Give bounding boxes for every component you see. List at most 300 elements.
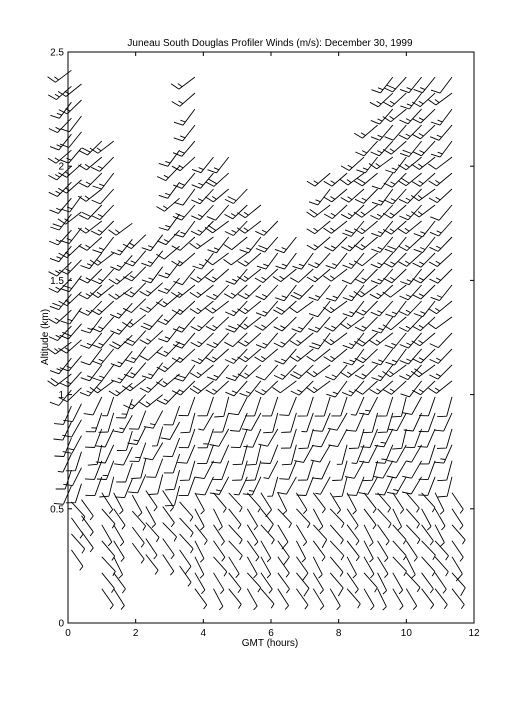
wind-barb — [172, 381, 195, 395]
wind-barb — [79, 269, 102, 283]
wind-barb — [399, 301, 421, 316]
wind-barb — [411, 365, 435, 377]
wind-barb — [224, 253, 248, 265]
wind-barb — [117, 431, 132, 450]
wind-barb — [279, 461, 296, 480]
wind-barb — [141, 315, 163, 330]
wind-barb — [173, 173, 195, 188]
wind-barb — [102, 541, 115, 561]
wind-barb — [225, 301, 247, 316]
wind-barb — [171, 77, 195, 89]
wind-barb — [323, 301, 347, 313]
wind-barb — [437, 429, 452, 449]
wind-barb — [434, 413, 452, 431]
wind-barb — [429, 381, 453, 394]
wind-barb — [385, 125, 407, 140]
wind-barb — [354, 173, 377, 186]
wind-barb — [359, 397, 378, 415]
wind-barb — [114, 573, 126, 593]
wind-barb — [309, 333, 330, 349]
wind-barb — [399, 237, 422, 251]
wind-barb — [393, 541, 406, 560]
wind-barb — [174, 269, 195, 285]
wind-barb — [56, 470, 72, 489]
wind-barb — [193, 253, 214, 269]
wind-barb — [207, 205, 229, 220]
wind-barb — [164, 406, 180, 425]
wind-barb — [355, 317, 378, 331]
wind-barb — [412, 381, 435, 395]
wind-barb — [205, 269, 228, 282]
wind-barb — [173, 317, 195, 332]
wind-barb — [275, 349, 297, 364]
wind-barb — [307, 221, 331, 234]
wind-barb — [414, 221, 435, 237]
wind-barb — [144, 411, 163, 429]
wind-barb — [102, 509, 115, 529]
wind-barb — [343, 285, 364, 301]
wind-barb — [430, 205, 452, 220]
wind-barb — [84, 397, 102, 415]
wind-barb — [208, 157, 229, 173]
wind-barb — [413, 141, 435, 156]
wind-barb — [399, 253, 422, 266]
wind-barb — [247, 573, 260, 592]
wind-barb — [207, 333, 229, 348]
x-tick-label: 2 — [132, 628, 139, 639]
wind-barb — [414, 301, 435, 317]
wind-barb — [114, 541, 125, 562]
wind-barb — [428, 317, 452, 329]
wind-barb — [246, 461, 261, 481]
wind-barb — [355, 269, 378, 283]
wind-barb — [102, 557, 116, 576]
wind-barb — [341, 365, 365, 378]
wind-barb — [354, 285, 378, 297]
y-tick-label: 1.5 — [50, 275, 64, 287]
wind-barb — [355, 349, 378, 363]
wind-barb — [191, 349, 213, 364]
wind-barb — [156, 374, 179, 387]
wind-barb — [226, 269, 248, 284]
wind-barb — [406, 493, 419, 513]
wind-barb — [122, 315, 146, 328]
wind-barb — [212, 461, 228, 480]
wind-barb — [341, 157, 364, 170]
wind-barb — [406, 509, 419, 529]
wind-barb — [400, 77, 422, 93]
wind-barb — [224, 285, 247, 298]
wind-barb — [214, 557, 227, 576]
wind-barb — [60, 324, 82, 339]
wind-barb — [114, 447, 132, 465]
wind-barb — [140, 283, 163, 296]
wind-barb — [247, 589, 257, 610]
wind-barb — [240, 237, 261, 253]
wind-barb — [130, 443, 146, 462]
wind-barb — [354, 221, 378, 234]
wind-barb — [229, 397, 247, 415]
wind-barb — [298, 397, 314, 416]
wind-barb — [123, 299, 146, 313]
wind-barb — [124, 363, 146, 378]
wind-barb — [140, 331, 163, 345]
y-axis-label: Altitude (km) — [40, 308, 51, 366]
wind-barb — [146, 491, 157, 512]
wind-barbs — [48, 70, 466, 610]
wind-barb — [355, 365, 378, 379]
wind-barb — [347, 589, 360, 609]
wind-barb — [116, 463, 132, 482]
wind-barb — [278, 525, 288, 549]
wind-barb — [158, 278, 180, 293]
y-tick-label: 2 — [58, 161, 64, 173]
wind-barb — [163, 539, 175, 559]
wind-barb — [296, 557, 308, 581]
wind-barb — [78, 157, 101, 170]
wind-barb — [163, 523, 177, 542]
wind-barb — [378, 493, 391, 513]
x-tick-label: 0 — [65, 628, 71, 639]
wind-barb — [255, 381, 278, 395]
wind-barb — [229, 493, 243, 512]
wind-barb — [206, 381, 229, 395]
wind-barb — [347, 413, 364, 431]
wind-barb — [238, 333, 261, 346]
wind-barb — [323, 333, 347, 345]
wind-barb — [422, 589, 434, 609]
wind-barb — [78, 189, 102, 201]
wind-barb — [296, 525, 306, 546]
wind-barb — [247, 445, 261, 465]
wind-barb — [180, 461, 195, 481]
wind-barb — [349, 429, 364, 449]
wind-barb — [114, 509, 125, 530]
wind-barb — [398, 221, 422, 234]
wind-barb — [393, 557, 407, 576]
wind-barb — [294, 445, 313, 463]
wind-barb — [60, 356, 82, 371]
wind-barb — [179, 429, 195, 448]
wind-barb — [179, 397, 195, 416]
wind-barb — [213, 413, 229, 432]
wind-barb — [143, 443, 162, 460]
wind-barb — [354, 253, 378, 266]
wind-barb — [387, 477, 406, 494]
wind-barb — [431, 77, 452, 93]
wind-barb — [146, 459, 163, 478]
wind-barb — [422, 493, 435, 512]
wind-barb — [371, 301, 393, 316]
wind-barb — [386, 349, 407, 365]
wind-barb — [278, 509, 292, 528]
wind-barb — [226, 317, 248, 332]
wind-barb — [429, 253, 452, 267]
wind-barb — [313, 493, 325, 513]
wind-barb — [326, 253, 347, 269]
wind-barb — [370, 93, 393, 107]
wind-barb — [234, 477, 248, 495]
wind-barb — [142, 363, 163, 379]
wind-barb — [195, 589, 207, 609]
wind-barb — [229, 525, 243, 544]
wind-barb — [326, 381, 347, 397]
wind-barb — [398, 173, 422, 186]
wind-barb — [141, 251, 162, 267]
wind-barb — [142, 235, 163, 251]
wind-barb — [411, 205, 435, 217]
wind-barb — [298, 461, 313, 480]
wind-barb — [158, 326, 179, 342]
wind-barb — [171, 285, 195, 298]
wind-barb — [384, 253, 407, 267]
wind-barb — [431, 109, 452, 125]
wind-barb — [257, 253, 278, 269]
wind-barb — [79, 205, 102, 219]
wind-barb — [293, 253, 314, 269]
wind-barb — [452, 573, 465, 596]
wind-barb — [393, 493, 404, 514]
wind-barb — [452, 589, 464, 609]
chart-title: Juneau South Douglas Profiler Winds (m/s): December 30, 1999 — [127, 38, 413, 49]
wind-barb — [347, 525, 359, 545]
wind-barb — [123, 283, 146, 297]
wind-barb — [364, 493, 376, 513]
x-tick-label: 4 — [200, 628, 207, 639]
wind-barb — [90, 141, 114, 153]
wind-barb — [93, 173, 114, 189]
x-tick-label: 6 — [268, 628, 274, 639]
wind-barb — [393, 509, 402, 531]
wind-barb — [81, 365, 102, 381]
wind-barb — [412, 125, 435, 139]
x-tick-label: 10 — [400, 628, 412, 639]
wind-barb — [387, 461, 407, 478]
wind-barb — [261, 589, 274, 609]
wind-barb — [125, 347, 146, 363]
wind-barb — [290, 333, 314, 346]
wind-barb — [238, 365, 261, 379]
wind-barb — [306, 365, 330, 377]
x-tick-label: 8 — [335, 628, 342, 639]
wind-barb — [180, 518, 194, 537]
wind-barb — [211, 445, 229, 463]
wind-barb — [59, 100, 82, 114]
wind-barb — [278, 573, 290, 593]
wind-barb — [91, 157, 114, 171]
wind-barb — [206, 349, 229, 362]
wind-barb — [406, 525, 420, 544]
wind-barb — [422, 541, 436, 560]
wind-barb — [351, 397, 364, 415]
wind-barb — [81, 317, 102, 333]
wind-barb — [376, 445, 393, 464]
x-tick-label: 12 — [468, 628, 480, 639]
wind-barb — [383, 221, 406, 234]
wind-barb — [274, 365, 296, 380]
wind-barb — [229, 589, 242, 609]
wind-barb — [191, 333, 214, 347]
wind-barb — [79, 301, 101, 315]
wind-barb — [78, 221, 102, 233]
wind-barb — [290, 349, 314, 362]
wind-barb — [163, 438, 180, 457]
wind-barb — [60, 372, 82, 387]
wind-barb — [132, 527, 144, 547]
wind-barb — [406, 589, 416, 610]
wind-barb — [198, 397, 214, 416]
wind-barb — [274, 333, 297, 347]
wind-barb — [172, 157, 195, 171]
wind-barb — [110, 255, 132, 270]
wind-barb — [352, 445, 365, 464]
wind-barb — [261, 509, 274, 533]
wind-barb — [313, 525, 326, 548]
wind-barb — [191, 221, 214, 235]
wind-barb — [85, 461, 102, 480]
wind-barb — [59, 292, 82, 306]
wind-barb — [123, 395, 145, 409]
wind-barb — [385, 237, 407, 253]
wind-barb — [383, 381, 406, 394]
wind-barb — [180, 502, 193, 522]
wind-barb — [309, 301, 330, 317]
wind-barb — [413, 253, 436, 267]
wind-barb — [190, 301, 214, 314]
wind-barb — [279, 397, 296, 416]
y-tick-label: 1 — [58, 390, 64, 402]
wind-barb — [326, 285, 347, 301]
wind-barb — [296, 573, 309, 597]
wind-barb — [214, 493, 227, 513]
wind-barb — [214, 397, 228, 417]
wind-barb — [156, 198, 179, 211]
wind-barb — [247, 541, 259, 561]
wind-barb — [307, 349, 331, 362]
wind-barb — [63, 436, 82, 454]
wind-barb — [247, 493, 260, 512]
wind-barb — [205, 301, 229, 313]
x-axis-label: GMT (hours) — [241, 638, 299, 649]
wind-barb — [92, 317, 114, 332]
wind-barb — [452, 541, 463, 562]
wind-barb — [383, 365, 407, 377]
wind-barb — [347, 477, 364, 496]
wind-barb — [383, 109, 407, 122]
wind-barb — [278, 493, 287, 515]
wind-barb — [330, 509, 344, 528]
wind-barb — [399, 205, 421, 220]
wind-barb — [331, 397, 347, 416]
wind-barb — [190, 285, 214, 298]
wind-barb — [355, 189, 378, 203]
wind-barb — [172, 253, 195, 266]
wind-barb — [347, 541, 359, 561]
wind-barb — [375, 429, 393, 447]
wind-barb — [146, 555, 158, 575]
wind-barb — [363, 461, 378, 481]
wind-barb — [174, 125, 195, 141]
wind-barb — [400, 333, 422, 348]
wind-barb — [375, 477, 393, 495]
wind-barb — [174, 189, 195, 205]
wind-barb — [311, 445, 331, 462]
wind-barb — [307, 173, 330, 186]
wind-barb — [406, 557, 415, 578]
wind-barb — [191, 189, 213, 204]
wind-barb — [412, 173, 435, 186]
wind-barb — [328, 429, 347, 447]
wind-barb — [437, 397, 452, 417]
wind-barb — [312, 461, 330, 479]
wind-barb — [412, 157, 436, 169]
wind-barb — [82, 500, 94, 520]
wind-barb — [435, 589, 447, 609]
wind-barb — [431, 141, 452, 157]
wind-barb — [109, 335, 132, 349]
wind-barb — [111, 351, 132, 367]
y-tick-label: 0 — [58, 618, 64, 630]
wind-barb — [383, 93, 406, 107]
wind-barb — [296, 509, 310, 528]
wind-barb — [364, 589, 374, 610]
wind-barb — [174, 221, 195, 237]
wind-barb — [225, 381, 247, 396]
wind-barb — [71, 550, 83, 571]
wind-barb — [378, 525, 390, 545]
wind-barb — [392, 397, 406, 417]
wind-barb — [356, 157, 377, 173]
wind-barb — [173, 205, 195, 220]
wind-barb — [256, 333, 278, 348]
wind-barb — [192, 173, 214, 188]
wind-barb — [172, 237, 195, 250]
wind-barb — [214, 573, 224, 594]
wind-barb — [435, 541, 448, 560]
wind-barb — [315, 397, 331, 416]
wind-barb — [238, 253, 261, 266]
wind-barb — [174, 365, 195, 381]
wind-barb — [428, 93, 452, 105]
wind-barb — [452, 493, 463, 514]
wind-barb — [225, 189, 247, 204]
wind-barb — [324, 221, 348, 233]
wind-barb — [206, 317, 229, 331]
wind-barb — [58, 340, 81, 353]
wind-barb — [323, 269, 347, 281]
wind-barb — [229, 573, 241, 593]
wind-barb — [109, 271, 133, 284]
wind-barb — [54, 438, 71, 457]
wind-barb — [156, 294, 179, 307]
wind-barb — [146, 523, 159, 542]
wind-barb — [196, 477, 214, 495]
wind-barb — [232, 461, 247, 481]
wind-barb — [129, 411, 146, 430]
wind-barb — [452, 525, 465, 544]
wind-barb — [92, 189, 114, 204]
wind-barb — [116, 399, 132, 418]
wind-barb — [159, 182, 180, 198]
wind-barb — [370, 381, 393, 394]
wind-barb — [369, 333, 393, 345]
wind-barb — [165, 486, 180, 506]
wind-barb — [132, 511, 145, 530]
wind-barb — [434, 445, 452, 463]
wind-barb — [292, 317, 314, 332]
wind-barb — [97, 461, 114, 480]
wind-barb — [354, 125, 377, 138]
